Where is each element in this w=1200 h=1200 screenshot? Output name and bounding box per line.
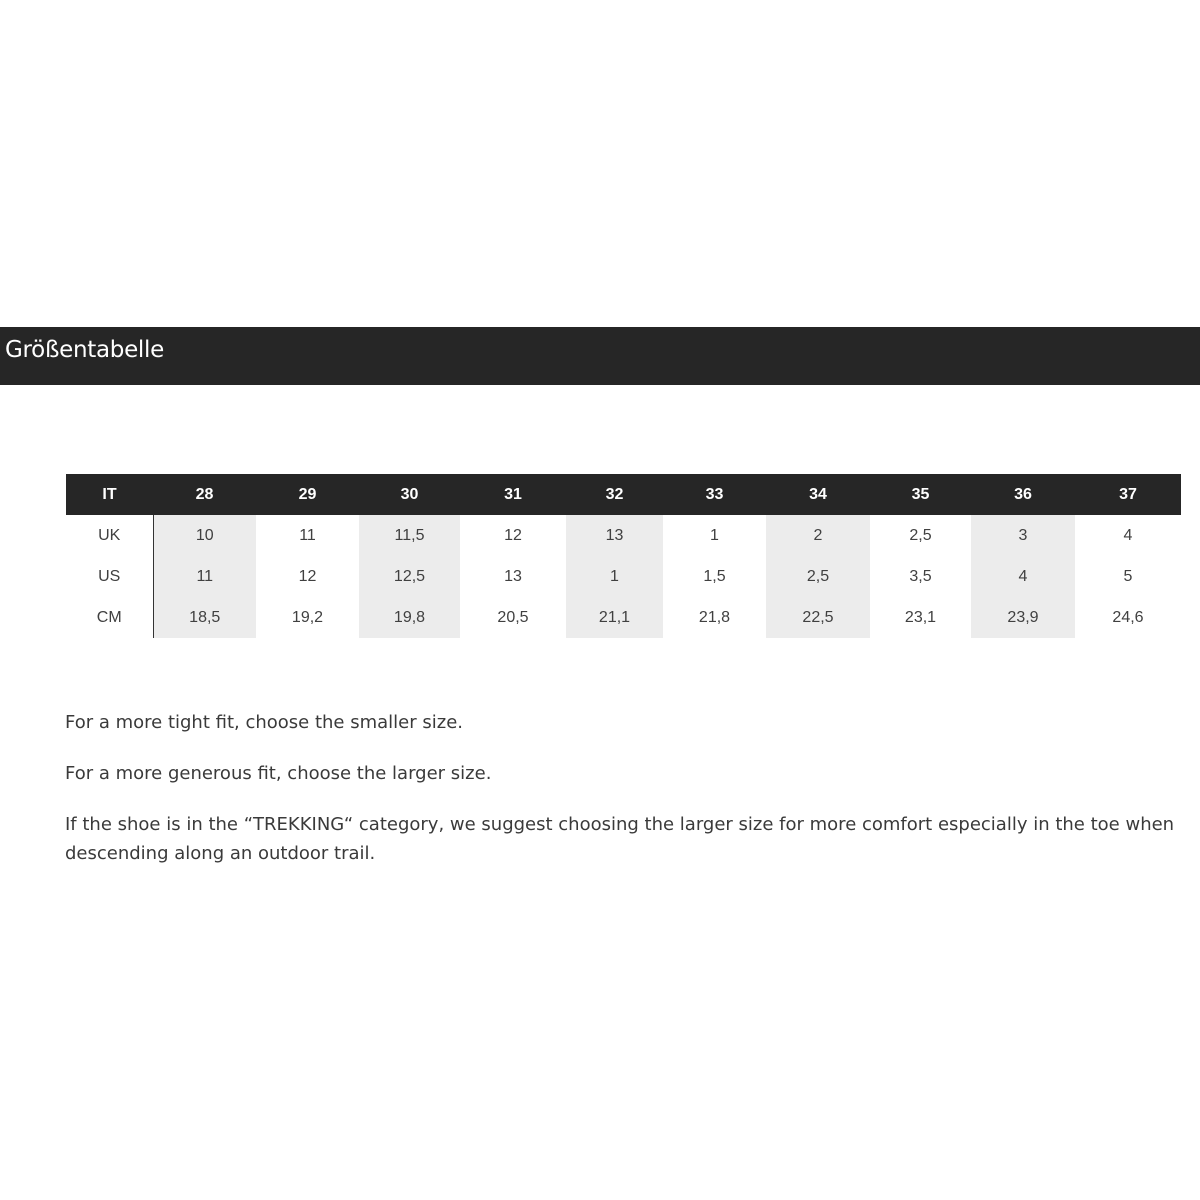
- note-generous-fit: For a more generous fit, choose the larger size.: [65, 763, 492, 784]
- row-label: UK: [66, 515, 153, 556]
- column-header: 37: [1075, 474, 1181, 515]
- size-table: [66, 474, 1181, 638]
- column-header: 32: [566, 474, 663, 515]
- header-bar: [0, 327, 1200, 385]
- table-cell: 1: [566, 556, 663, 597]
- column-header: 36: [971, 474, 1075, 515]
- column-header: 33: [663, 474, 766, 515]
- column-header: 31: [460, 474, 566, 515]
- table-cell: 3,5: [909, 567, 932, 585]
- table-cell: 2,5: [766, 556, 870, 597]
- note-tight-fit: For a more tight fit, choose the smaller size.: [65, 712, 463, 733]
- table-cell: 2,5: [909, 526, 932, 544]
- table-cell: 21,8: [698, 608, 731, 626]
- table-cell: 11: [299, 526, 316, 544]
- column-header: 34: [766, 474, 870, 515]
- column-header: 35: [870, 474, 971, 515]
- column-header: 30: [359, 474, 460, 515]
- table-cell: 4: [1123, 526, 1133, 544]
- table-cell: 5: [1123, 567, 1133, 585]
- note-trekking: If the shoe is in the “TREKKING“ category, we suggest choosing the larger size for more comfort especially in the toe when descending along an outdoor trail.: [65, 814, 1175, 864]
- fit-notes: [65, 708, 1190, 890]
- table-row: [66, 556, 1181, 597]
- table-header-row: [66, 474, 1181, 515]
- table-cell: 13: [566, 515, 663, 556]
- table-cell: 11,5: [359, 515, 460, 556]
- table-cell: 23,1: [904, 608, 937, 626]
- table-cell: 12,5: [359, 556, 460, 597]
- table-cell: 19,2: [291, 608, 324, 626]
- table-cell: 20,5: [497, 608, 529, 626]
- column-header: 28: [153, 474, 256, 515]
- table-cell: 10: [153, 515, 256, 556]
- table-row: [66, 515, 1181, 556]
- table-cell: 18,5: [153, 597, 256, 638]
- table-cell: 21,1: [566, 597, 663, 638]
- row-label: CM: [66, 597, 153, 638]
- table-corner-label: IT: [66, 474, 153, 515]
- table-cell: 19,8: [359, 597, 460, 638]
- table-cell: 12: [504, 526, 522, 544]
- table-row: [66, 597, 1181, 638]
- column-header: 29: [256, 474, 359, 515]
- table-cell: 2: [766, 515, 870, 556]
- table-cell: 12: [298, 567, 317, 585]
- row-label: US: [66, 556, 153, 597]
- page-title: Größentabelle: [5, 337, 164, 363]
- table-cell: 23,9: [971, 597, 1075, 638]
- table-cell: 22,5: [766, 597, 870, 638]
- table-cell: 1: [710, 526, 719, 544]
- table-cell: 11: [153, 556, 256, 597]
- table-cell: 3: [971, 515, 1075, 556]
- table-cell: 24,6: [1112, 608, 1144, 626]
- table-cell: 1,5: [703, 567, 726, 585]
- table-cell: 13: [504, 567, 522, 585]
- table-cell: 4: [971, 556, 1075, 597]
